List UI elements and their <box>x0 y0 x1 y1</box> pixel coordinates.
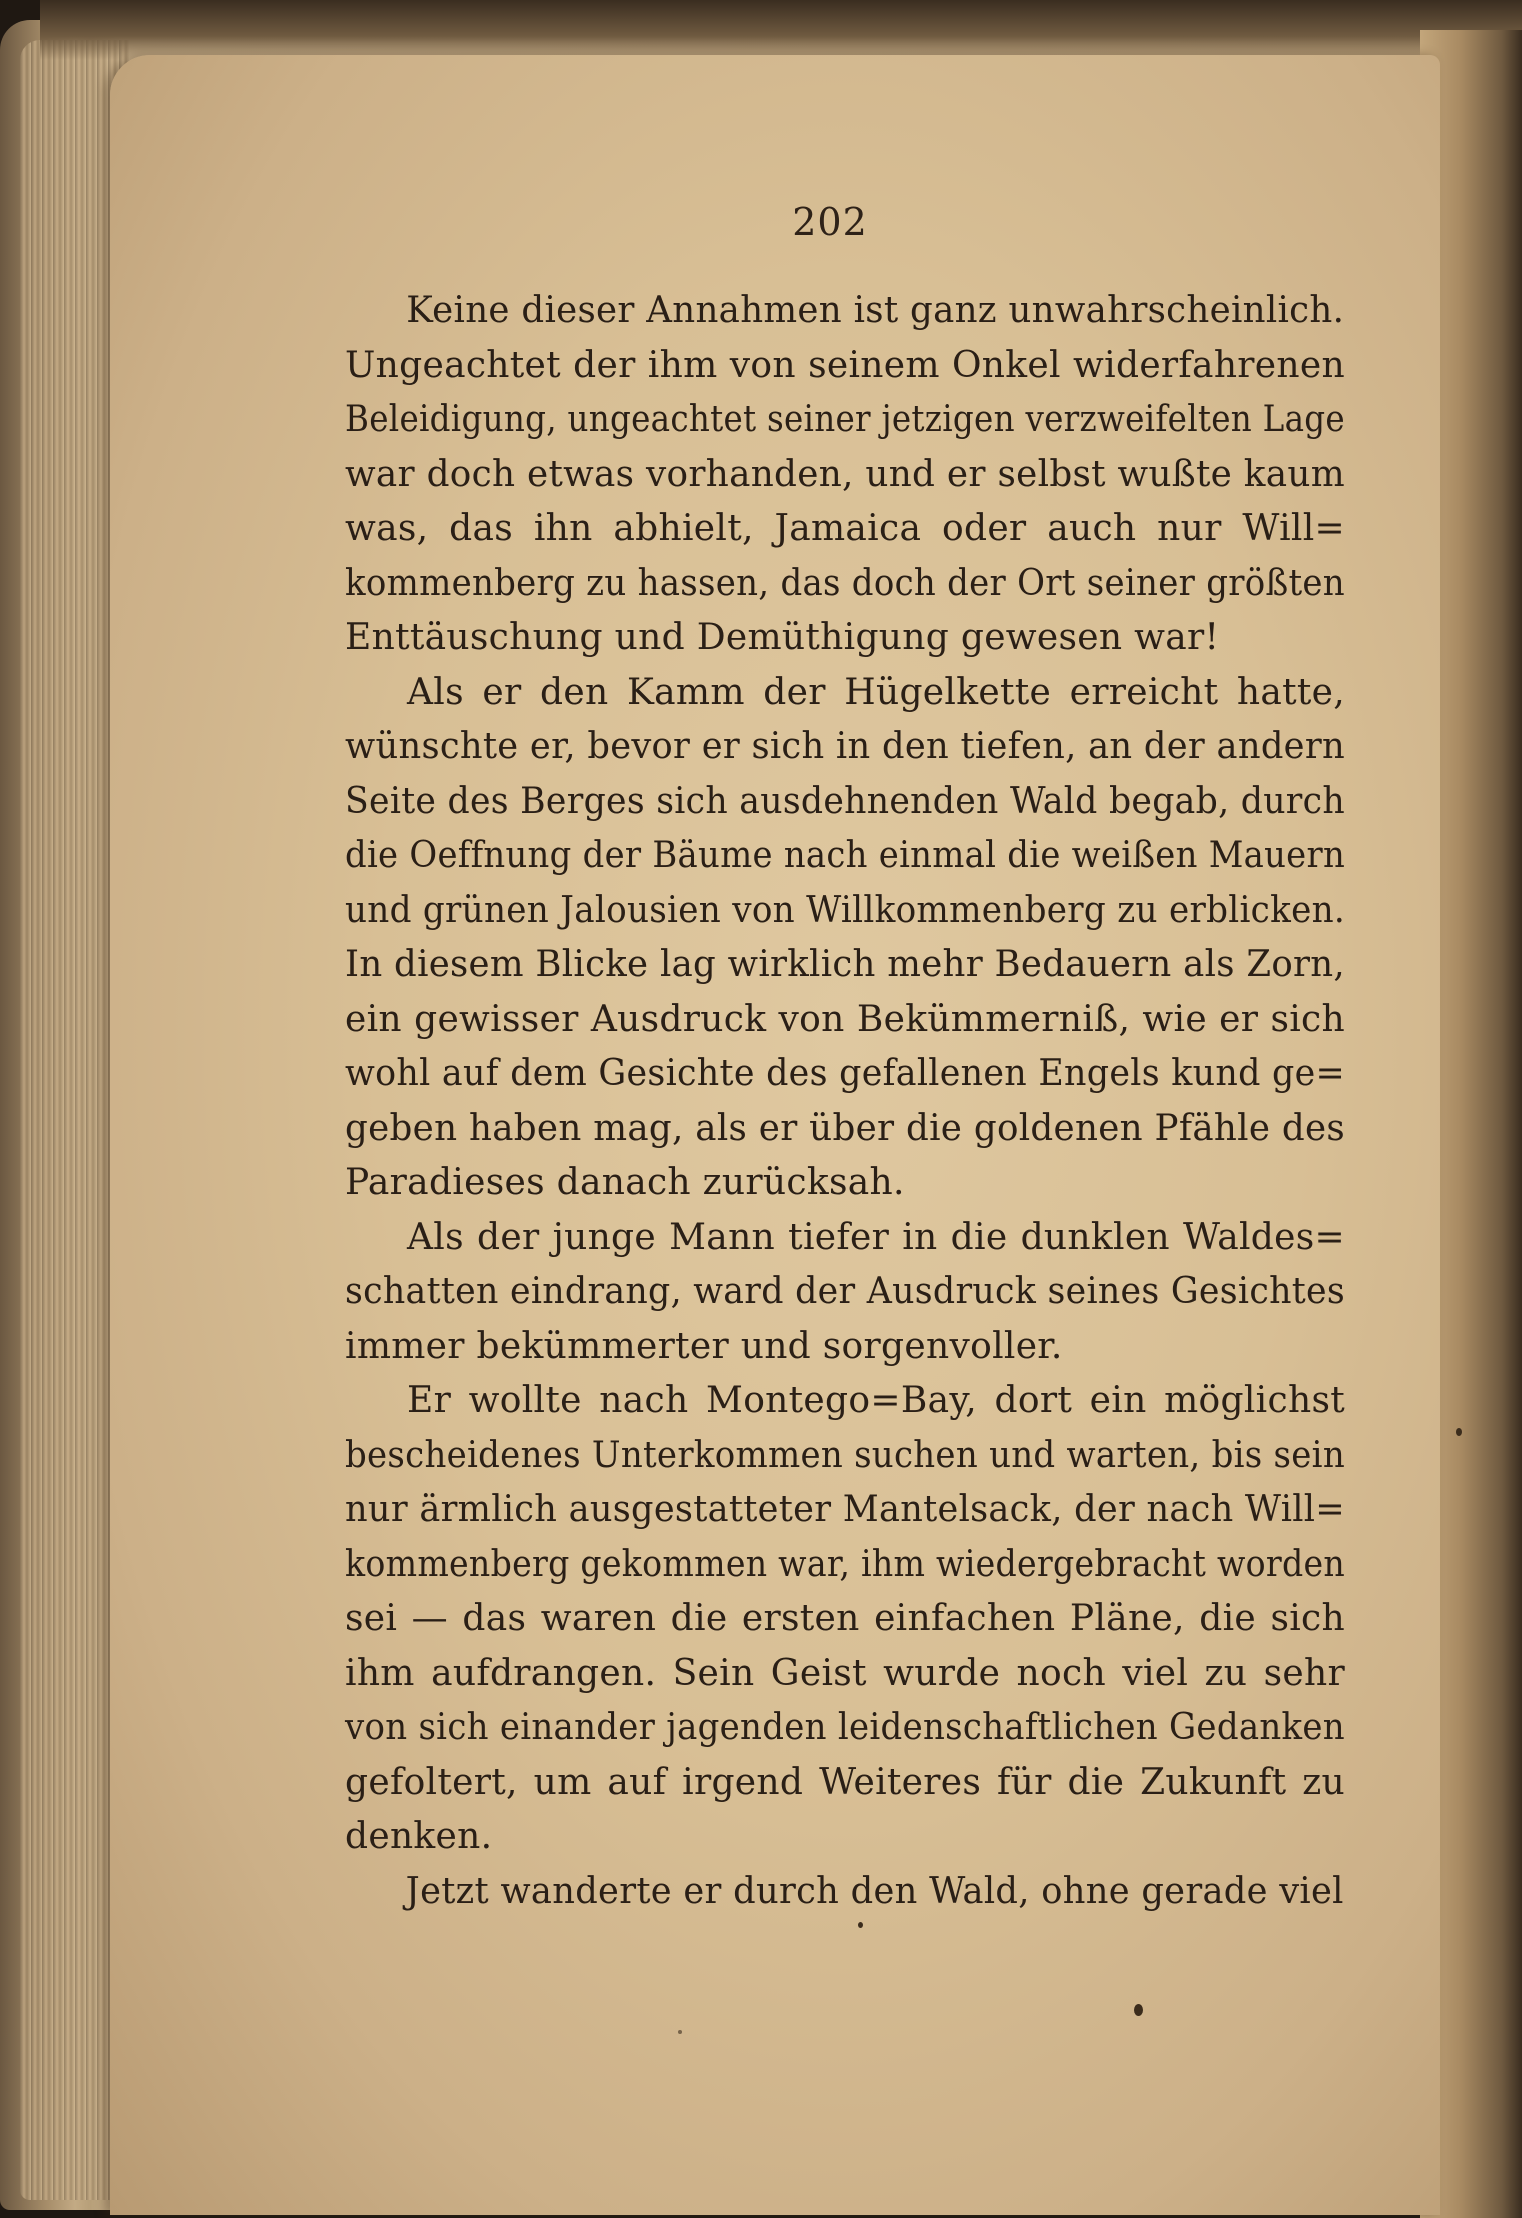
text-line: kommenberg zu hassen, das doch der Ort seiner größten <box>345 562 1345 604</box>
text-line: Ungeachtet der ihm von seinem Onkel widerfahrenen <box>345 344 1345 386</box>
text-line: Als er den Kamm der Hügelkette erreicht hatte, <box>407 671 1345 713</box>
text-line: Jetzt wanderte er durch den Wald, ohne gerade viel <box>405 1870 1344 1912</box>
text-line: Keine dieser Annahmen ist ganz unwahrscheinlich. <box>406 290 1345 331</box>
text-line: Beleidigung, ungeachtet seiner jetzigen verzweifelten Lage <box>345 399 1345 440</box>
top-shadow <box>40 0 1522 60</box>
text-line: In diesem Blicke lag wirklich mehr Bedauern als Zorn, <box>345 944 1346 985</box>
page-blemish <box>1134 2004 1143 2016</box>
text-line: wünschte er, bevor er sich in den tiefen, an der andern <box>345 726 1345 767</box>
text-line: Als der junge Mann tiefer in die dunklen Waldes= <box>407 1216 1345 1258</box>
text-line: Paradieses danach zurücksah. <box>345 1162 905 1203</box>
text-line: Er wollte nach Montego=Bay, dort ein möglichst <box>407 1380 1345 1421</box>
page-blemish <box>1456 1428 1462 1436</box>
text-line: nur ärmlich ausgestatteter Mantelsack, der nach Will= <box>345 1489 1345 1530</box>
page-number: 202 <box>792 200 868 244</box>
text-line: geben haben mag, als er über die goldenen Pfähle des <box>345 1107 1346 1149</box>
body-text <box>345 284 1345 1919</box>
text-line: wohl auf dem Gesichte des gefallenen Engels kund ge= <box>345 1053 1345 1094</box>
text-line: gefoltert, um auf irgend Weiteres für die Zukunft zu <box>345 1761 1345 1803</box>
text-line: von sich einander jagenden leidenschaftlichen Gedanken <box>345 1707 1345 1748</box>
text-line: ein gewisser Ausdruck von Bekümmerniß, wie er sich <box>345 998 1345 1040</box>
text-line: immer bekümmerter und sorgenvoller. <box>345 1325 1063 1367</box>
text-line: bescheidenes Unterkommen suchen und warten, bis sein <box>345 1434 1345 1476</box>
text-line: was, das ihn abhielt, Jamaica oder auch nur Will= <box>345 508 1345 549</box>
text-line: kommenberg gekommen war, ihm wiedergebracht worden <box>345 1543 1346 1585</box>
text-line: denken. <box>345 1816 493 1857</box>
text-line: Seite des Berges sich ausdehnenden Wald begab, durch <box>345 780 1345 822</box>
text-line: schatten eindrang, ward der Ausdruck seines Gesichtes <box>345 1271 1346 1312</box>
text-line: sei — das waren die ersten einfachen Pläne, die sich <box>345 1598 1345 1639</box>
page-blemish <box>858 1922 863 1928</box>
text-line: und grünen Jalousien von Willkommenberg zu erblicken. <box>345 889 1346 931</box>
text-line: war doch etwas vorhanden, und er selbst wußte kaum <box>345 453 1345 495</box>
page-blemish <box>678 2030 682 2034</box>
text-line: Enttäuschung und Demüthigung gewesen war! <box>345 617 1220 658</box>
text-line: die Oeffnung der Bäume nach einmal die weißen Mauern <box>345 835 1346 876</box>
text-line: ihm aufdrangen. Sein Geist wurde noch viel zu sehr <box>345 1652 1345 1694</box>
